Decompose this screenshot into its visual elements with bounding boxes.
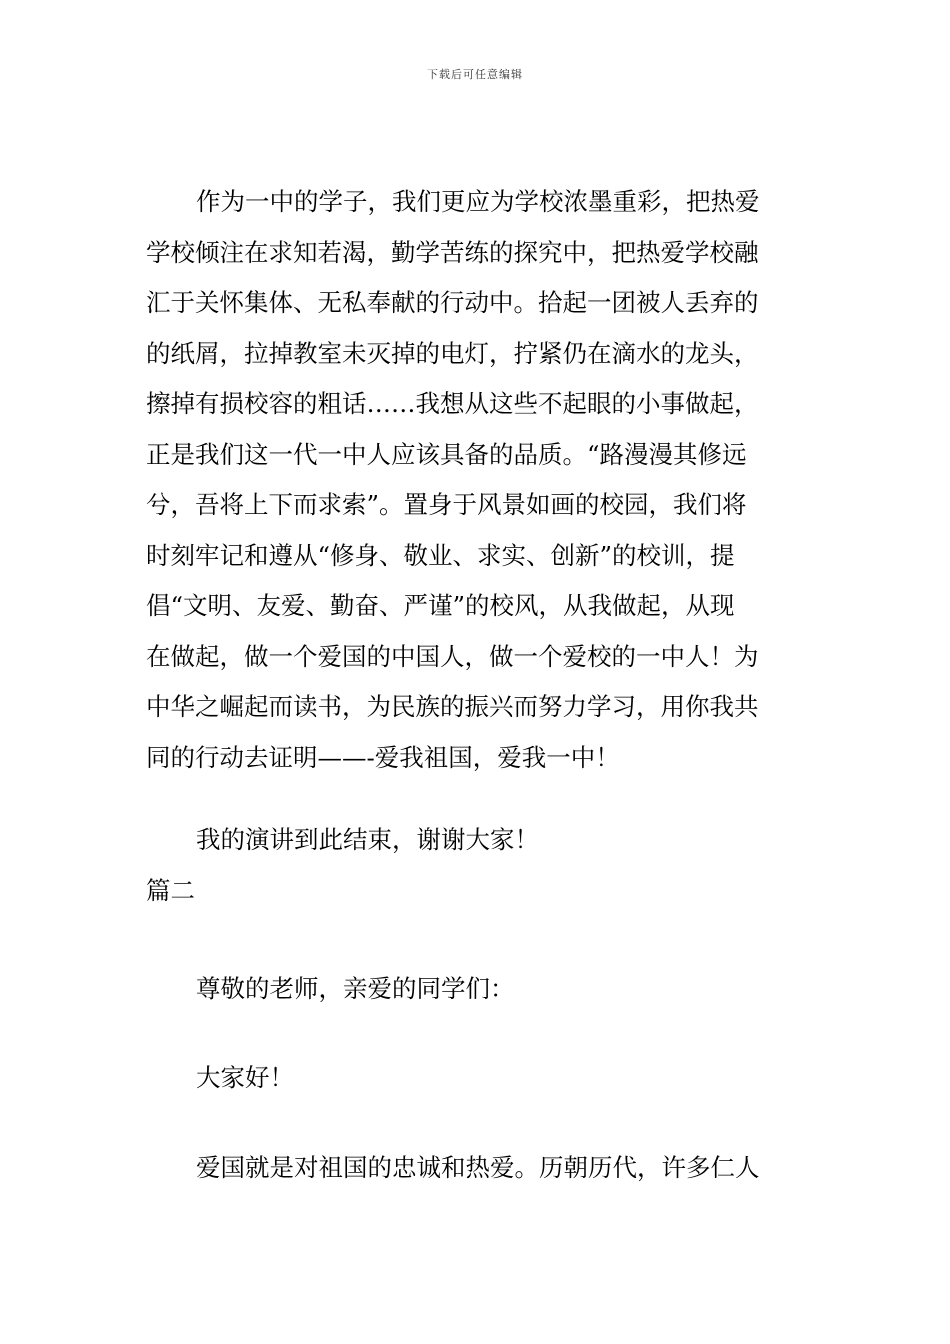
greeting: 大家好！ (196, 1062, 294, 1092)
paragraph-line: 时刻牢记和遵从“修身、敬业、求实、创新”的校训，提 (146, 540, 735, 570)
paragraph-line: 擦掉有损校容的粗话……我想从这些不起眼的小事做起， (146, 389, 759, 418)
paragraph-line: 倡“文明、友爱、勤奋、严谨”的校风，从我做起，从现 (146, 591, 735, 620)
paragraph-line: 的纸屑，拉掉教室未灭掉的电灯，拧紧仍在滴水的龙头， (146, 338, 759, 368)
paragraph-line: 中华之崛起而读书，为民族的振兴而努力学习，用你我共 (146, 692, 759, 721)
paragraph-1 (146, 177, 811, 783)
page-header-note: 下载后可任意编辑 (427, 68, 523, 81)
paragraph-line: 在做起，做一个爱国的中国人，做一个爱校的一中人！为 (146, 641, 759, 671)
closing-remark: 我的演讲到此结束，谢谢大家！ (196, 825, 539, 854)
section-title: 篇二 (146, 875, 195, 905)
paragraph-line: 汇于关怀集体、无私奉献的行动中。拾起一团被人丢弃的 (146, 288, 759, 317)
salutation: 尊敬的老师，亲爱的同学们： (196, 974, 515, 1003)
paragraph-line: 同的行动去证明——-爱我祖国，爱我一中！ (146, 742, 620, 772)
paragraph-line: 作为一中的学子，我们更应为学校浓墨重彩，把热爱 (196, 187, 760, 216)
paragraph-line: 学校倾注在求知若渴，勤学苦练的探究中，把热爱学校融 (146, 237, 759, 267)
document-body (146, 177, 811, 1194)
paragraph-line: 正是我们这一代一中人应该具备的品质。“路漫漫其修远 (146, 439, 747, 469)
paragraph-2-line: 爱国就是对祖国的忠诚和热爱。历朝历代，许多仁人 (196, 1153, 760, 1182)
paragraph-line: 兮，吾将上下而求索”。置身于风景如画的校园，我们将 (146, 490, 747, 519)
